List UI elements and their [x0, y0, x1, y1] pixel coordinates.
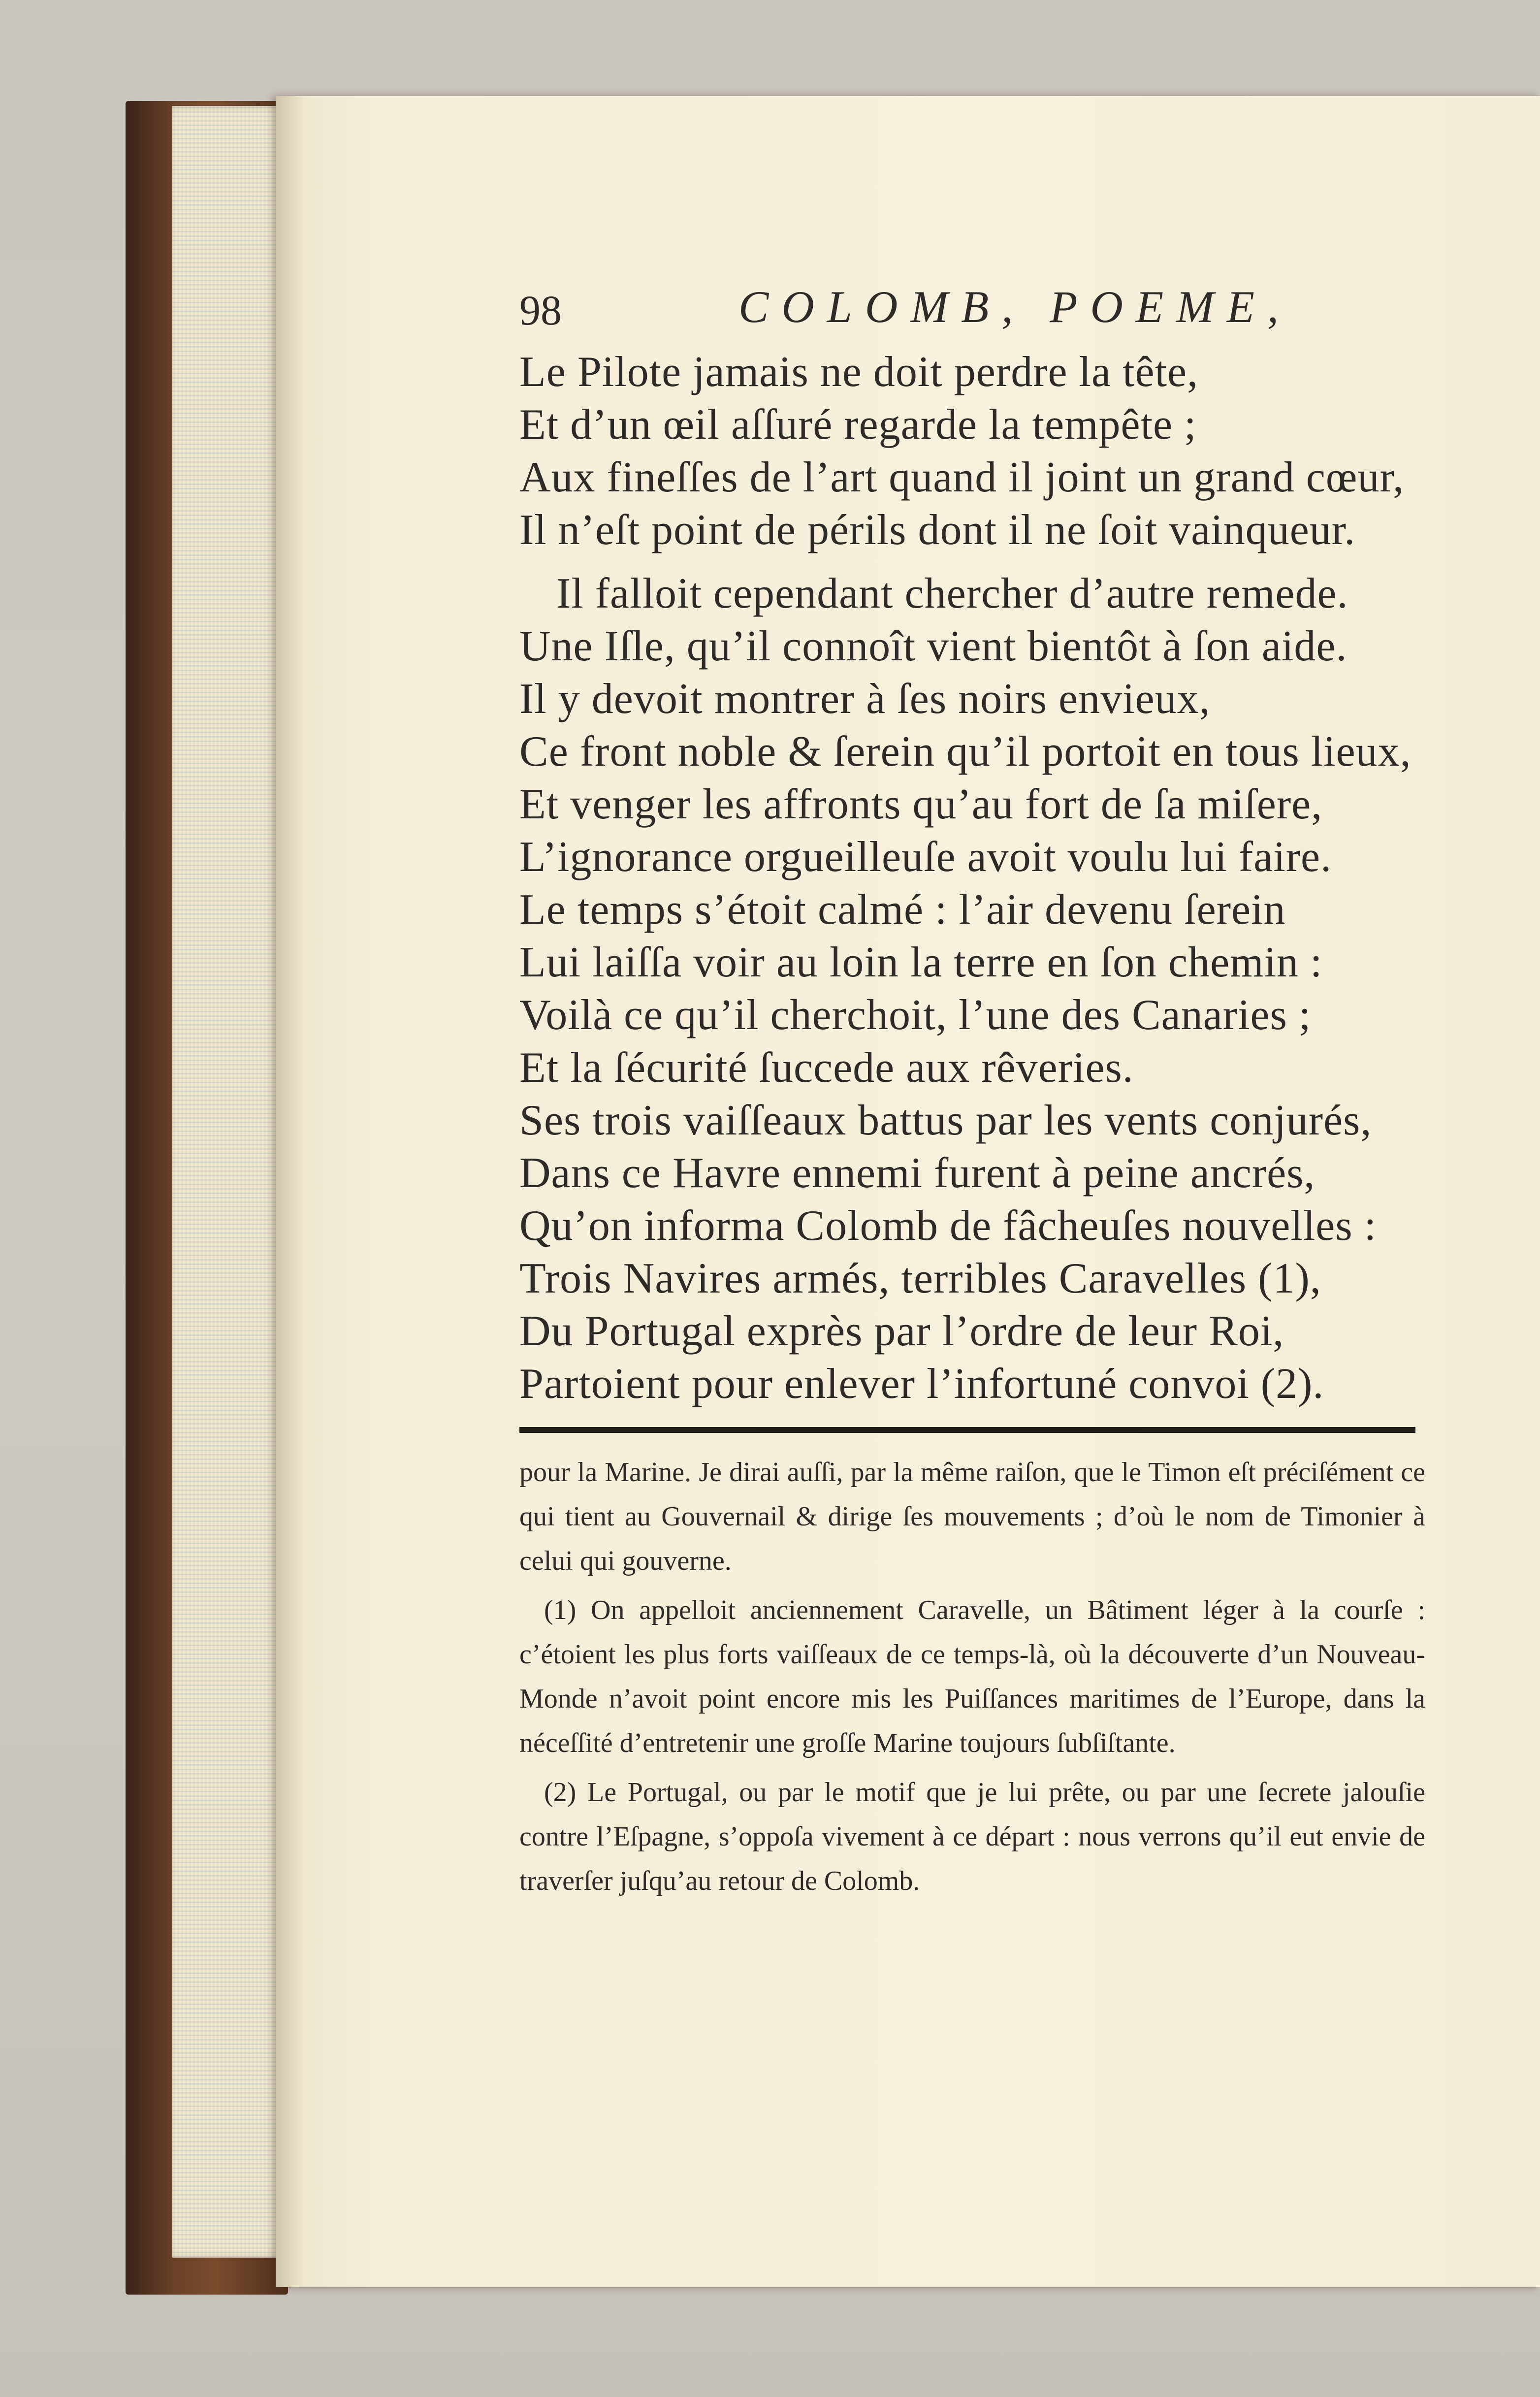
verse-line: Et d’un œil aſſuré regarde la tempête ; [519, 401, 1197, 449]
footnote-continued: pour la Marine. Je dirai auſſi, par la même raiſon, que le Timon eſt préciſément ce qui tient au Gouvernail & dirige ſes mouvements ; d’où le nom de Timonier à celui qui gouverne. [519, 1457, 1425, 1576]
page-number: 98 [519, 287, 562, 334]
verse-line: Trois Navires armés, terribles Caravelles (1), [519, 1255, 1321, 1302]
verse-line: Aux fineſſes de l’art quand il joint un grand cœur, [519, 453, 1405, 501]
verse-line: Le temps s’étoit calmé : l’air devenu ſerein [519, 886, 1286, 934]
verse-line: Voilà ce qu’il cherchoit, l’une des Canaries ; [519, 991, 1312, 1039]
verse-line: Une Iſle, qu’il connoît vient bientôt à ſon aide. [519, 622, 1348, 670]
verse-line: L’ignorance orgueilleuſe avoit voulu lui faire. [519, 833, 1332, 881]
verse-line: Il y devoit montrer à ſes noirs envieux, [519, 675, 1211, 723]
verse-line: Lui laiſſa voir au loin la terre en ſon chemin : [519, 939, 1323, 986]
verse-line: Et venger les affronts qu’au fort de ſa miſere, [519, 780, 1323, 828]
running-title: COLOMB, POEME, [738, 282, 1291, 332]
verse-line: Et la ſécurité ſuccede aux rêveries. [519, 1044, 1134, 1092]
verse-line: Dans ce Havre ennemi furent à peine ancrés, [519, 1149, 1315, 1197]
verse-line: Le Pilote jamais ne doit perdre la tête, [519, 348, 1199, 396]
verse-line: Partoient pour enlever l’infortuné convoi (2). [519, 1360, 1324, 1408]
footnote-1: (1) On appelloit anciennement Caravelle, un Bâtiment léger à la courſe : c’étoient les plus forts vaiſſeaux de ce temps-là, où la découverte d’un Nouveau-Monde n’avoit point encore mis les Puiſſances maritimes de l’Europe, dans la néceſſité d’entretenir une groſſe Marine toujours ſubſiſtante. [519, 1595, 1425, 1758]
footnote-divider [519, 1427, 1415, 1433]
verse-line: Qu’on informa Colomb de fâcheuſes nouvelles : [519, 1202, 1377, 1250]
verse-line: Ce front noble & ſerein qu’il portoit en tous lieux, [519, 728, 1412, 776]
verse-line: Il n’eſt point de périls dont il ne ſoit vainqueur. [519, 506, 1356, 554]
page-gutter-shadow [276, 96, 305, 2287]
footnote-2: (2) Le Portugal, ou par le motif que je lui prête, ou par une ſecrete jalouſie contre l’Eſpagne, s’oppoſa vivement à ce départ : nous verrons qu’il eut envie de traverſer juſqu’au retour de Colomb. [519, 1777, 1425, 1896]
page-header [519, 276, 1291, 350]
verse-line: Il falloit cependant chercher d’autre remede. [556, 570, 1348, 617]
verse-line: Du Portugal exprès par l’ordre de leur Roi, [519, 1307, 1284, 1355]
verse-line: Ses trois vaiſſeaux battus par les vents conjurés, [519, 1097, 1372, 1144]
page-edges [172, 106, 288, 2258]
footnotes [519, 1450, 1425, 1903]
